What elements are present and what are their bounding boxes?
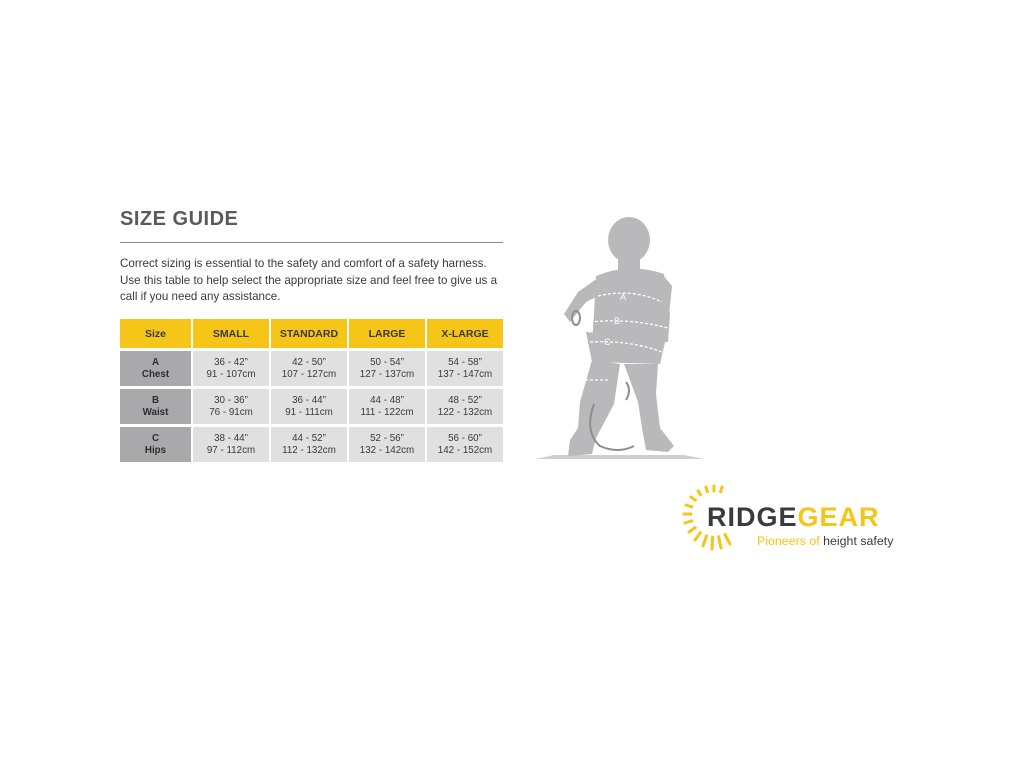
- intro-line: Correct sizing is essential to the safety and comfort of a safety harness.: [120, 257, 487, 270]
- header-standard: STANDARD: [270, 319, 348, 350]
- row-label-waist: [120, 388, 192, 426]
- cell-cm: 97 - 112cm: [206, 444, 256, 456]
- cell-inches: 42 - 50”: [292, 356, 326, 368]
- cell-cm: 142 - 152cm: [437, 444, 493, 456]
- cell-cm: 91 - 107cm: [206, 368, 256, 380]
- header-large: LARGE: [348, 319, 426, 350]
- table-cell: [270, 388, 348, 426]
- harness-wearer-silhouette-icon: [534, 214, 709, 469]
- table-header-row: [120, 319, 503, 350]
- marker-label: D: [578, 371, 585, 381]
- title-divider: [120, 242, 503, 243]
- cell-cm: 76 - 91cm: [209, 406, 253, 418]
- marker-label: B: [614, 316, 621, 326]
- table-row: [120, 426, 503, 463]
- table-row: [120, 350, 503, 388]
- cell-cm: 122 - 132cm: [437, 406, 493, 418]
- table-cell: [192, 350, 270, 388]
- cell-cm: 111 - 122cm: [360, 406, 414, 418]
- cell-inches: 52 - 56”: [370, 432, 404, 444]
- table-cell: [426, 388, 503, 426]
- cell-inches: 44 - 52”: [292, 432, 326, 444]
- cell-cm: 137 - 147cm: [437, 368, 493, 380]
- cell-cm: 132 - 142cm: [359, 444, 415, 456]
- table-cell: [348, 426, 426, 463]
- cell-cm: 107 - 127cm: [281, 368, 337, 380]
- cell-cm: 91 - 111cm: [285, 406, 333, 418]
- cell-inches: 44 - 48”: [370, 394, 404, 406]
- cell-inches: 36 - 42”: [214, 356, 248, 368]
- brand-name: [707, 503, 880, 531]
- cell-cm: 112 - 132cm: [282, 444, 336, 456]
- table-cell: [270, 426, 348, 463]
- tagline-part2: height safety: [823, 534, 894, 548]
- intro-line: Use this table to help select the appropriate size and feel free to give us a: [120, 273, 498, 287]
- row-letter: B: [151, 394, 160, 406]
- row-letter: A: [151, 356, 160, 368]
- cell-inches: 56 - 60”: [448, 432, 482, 444]
- header-x-large: X-LARGE: [426, 319, 503, 350]
- cell-inches: 30 - 36”: [214, 394, 248, 406]
- tagline-part1: Pioneers of: [757, 534, 824, 548]
- brand-name-part1: RIDGE: [707, 502, 798, 532]
- header-size: Size: [120, 319, 192, 350]
- marker-label: C: [604, 337, 611, 347]
- silhouette-graphic: [534, 214, 709, 464]
- cell-inches: 48 - 52”: [448, 394, 482, 406]
- row-name: Chest: [141, 368, 170, 380]
- table-cell: [270, 350, 348, 388]
- table-cell: [192, 426, 270, 463]
- table-cell: [426, 426, 503, 463]
- intro-line: call if you need any assistance.: [120, 290, 281, 303]
- row-name: Hips: [144, 444, 167, 456]
- row-label-chest: [120, 350, 192, 388]
- cell-inches: 38 - 44”: [214, 432, 248, 444]
- size-table: [120, 319, 503, 462]
- table-row: [120, 388, 503, 426]
- intro-text: [120, 256, 510, 306]
- row-letter: C: [151, 432, 160, 444]
- brand-name-part2: GEAR: [797, 502, 880, 532]
- row-name: Waist: [142, 406, 169, 418]
- cell-inches: 54 - 58”: [448, 356, 482, 368]
- table-cell: [348, 388, 426, 426]
- table-cell: [192, 388, 270, 426]
- table-cell: [426, 350, 503, 388]
- ridgegear-logo: [676, 478, 916, 558]
- header-small: SMALL: [192, 319, 270, 350]
- table-cell: [348, 350, 426, 388]
- cell-cm: 127 - 137cm: [359, 368, 415, 380]
- marker-label: A: [620, 292, 627, 302]
- page-title: SIZE GUIDE: [120, 208, 239, 230]
- brand-tagline: [757, 534, 893, 548]
- cell-inches: 50 - 54”: [370, 356, 404, 368]
- row-label-hips: [120, 426, 192, 463]
- cell-inches: 36 - 44”: [292, 394, 326, 406]
